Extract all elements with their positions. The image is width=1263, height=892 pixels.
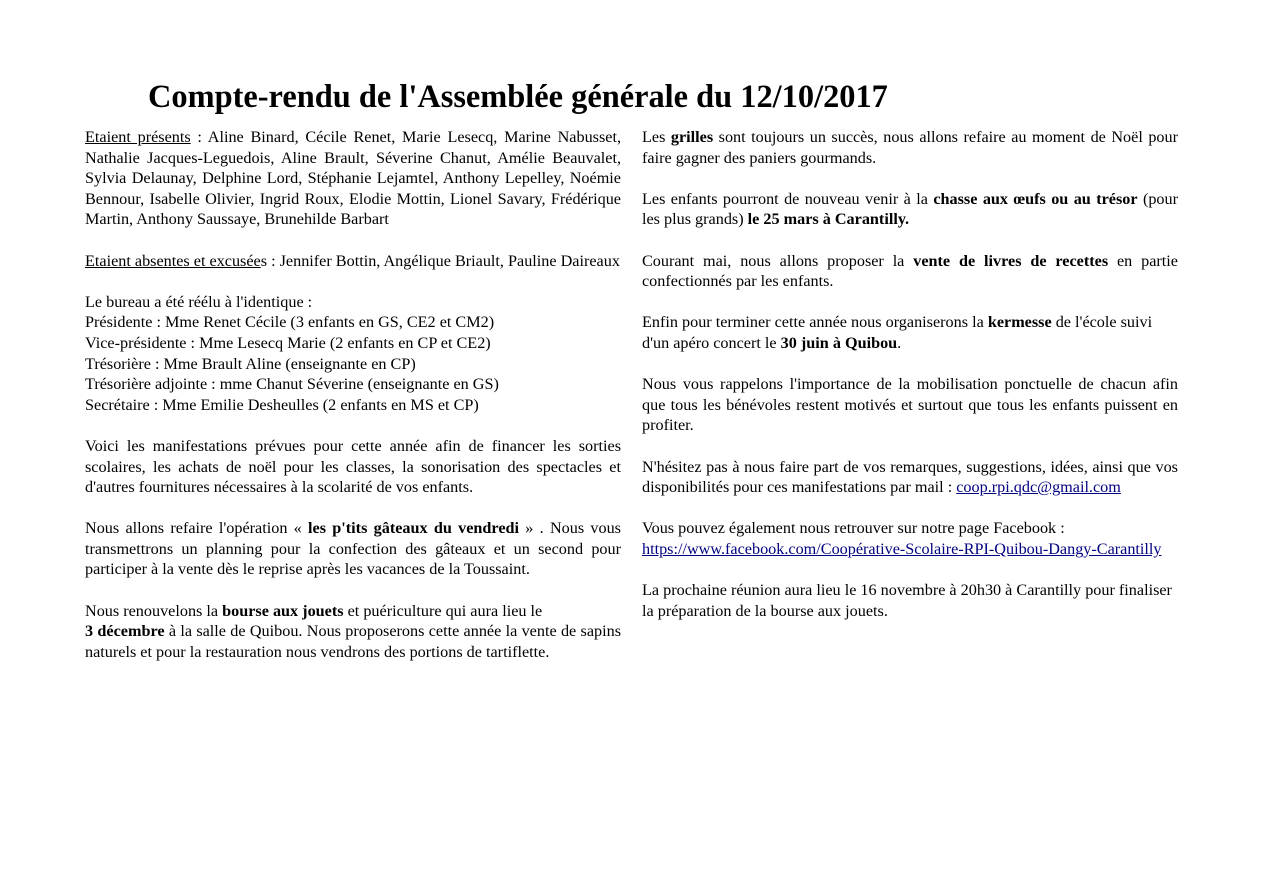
livres-text: Courant mai, nous allons proposer la: [642, 251, 914, 270]
right-column: [642, 127, 1178, 642]
bureau-member: Trésorière adjointe : mme Chanut Séverine (enseignante en GS): [85, 375, 499, 394]
bourse-text: et puériculture qui aura lieu le: [343, 601, 543, 620]
document-title: Compte-rendu de l'Assemblée générale du 12/10/2017: [148, 79, 888, 115]
left-column: [85, 127, 621, 683]
chasse-text: Les enfants pourront de nouveau venir à la: [642, 189, 934, 208]
bureau-member: Secrétaire : Mme Emilie Desheulles (2 enfants en MS et CP): [85, 395, 479, 414]
facebook-text: Vous pouvez également nous retrouver sur notre page Facebook :: [642, 519, 1065, 538]
kermesse-paragraph: [642, 312, 1178, 353]
attendees-list: : Aline Binard, Cécile Renet, Marie Lesecq, Marine Nabusset, Nathalie Jacques-Leguedois, Aline Brault, Séverine Chanut, Amélie Beauvalet, Sylvia Delaunay, Delphine Lord, Stéphanie Lejamtel, Anthony Lepelley, Noémie Bennour, Isabelle Olivier, Ingrid Roux, Elodie Mottin, Lionel Savary, Frédérique Martin, Anthony Saussaye, Brunehilde Barbart: [85, 128, 621, 229]
bourse-date: 3 décembre: [85, 622, 165, 641]
grilles-highlight: grilles: [670, 128, 714, 146]
manifestations-paragraph: Voici les manifestations prévues pour cette année afin de financer les sorties scolaires, les achats de noël pour les classes, la sonorisation des spectacles et d'autres fournitures nécessaires à la scolarité de vos enfants.: [85, 436, 621, 497]
bourse-paragraph: [85, 601, 621, 663]
chasse-highlight: chasse aux œufs ou au trésor: [933, 189, 1138, 208]
chasse-text: (pour les plus grands): [642, 189, 1179, 229]
bureau-member: Trésorière : Mme Brault Aline (enseignante en CP): [85, 354, 416, 373]
bureau-intro: Le bureau a été réélu à l'identique :: [85, 292, 313, 311]
bureau-member: Vice-présidente : Mme Lesecq Marie (2 enfants en CP et CE2): [85, 333, 491, 352]
facebook-paragraph: [642, 518, 1178, 559]
gateaux-highlight: les p'tits gâteaux du vendredi: [308, 519, 519, 538]
attendees-paragraph: [85, 127, 621, 230]
contact-text: N'hésitez pas à nous faire part de vos remarques, suggestions, idées, ainsi que vos disponibilités pour ces manifestations par mail :: [642, 457, 1178, 497]
livres-highlight: vente de livres de recettes: [913, 251, 1109, 270]
chasse-paragraph: [642, 189, 1178, 230]
gateaux-text: Nous allons refaire l'opération «: [85, 519, 309, 538]
facebook-link[interactable]: https://www.facebook.com/Coopérative-Scolaire-RPI-Quibou-Dangy-Carantilly: [642, 539, 1162, 558]
rappel-paragraph: Nous vous rappelons l'importance de la mobilisation ponctuelle de chacun afin que tous les bénévoles restent motivés et surtout que tous les enfants puissent en profiter.: [642, 375, 1178, 435]
kermesse-text: .: [897, 333, 902, 352]
contact-email-link[interactable]: coop.rpi.qdc@gmail.com: [956, 478, 1121, 497]
bureau-paragraph: [85, 292, 621, 416]
livres-text: en partie confectionnés par les enfants.: [642, 251, 1178, 291]
chasse-date: le 25 mars à Carantilly.: [747, 210, 910, 229]
contact-paragraph: [642, 457, 1178, 498]
kermesse-text: Enfin pour terminer cette année nous organiserons la: [642, 313, 988, 332]
gateaux-paragraph: [85, 518, 621, 580]
bureau-member: Présidente : Mme Renet Cécile (3 enfants en GS, CE2 et CM2): [85, 313, 495, 332]
bourse-text: à la salle de Quibou. Nous proposerons cette année la vente de sapins naturels et pour la restauration nous vendrons des portions de tartiflette.: [85, 622, 622, 661]
livres-paragraph: [642, 251, 1178, 292]
kermesse-date: 30 juin à Quibou: [780, 333, 898, 352]
grilles-text: sont toujours un succès, nous allons refaire au moment de Noël pour faire gagner des paniers gourmands.: [642, 128, 1179, 167]
absentees-label: Etaient absentes et excusée: [85, 251, 261, 270]
bourse-highlight: bourse aux jouets: [222, 601, 344, 620]
absentees-paragraph: [85, 251, 621, 272]
bourse-text: Nous renouvelons la: [85, 601, 223, 620]
bourse-first-line: [85, 601, 621, 622]
kermesse-text: de l'école suivi d'un apéro concert le: [642, 313, 1153, 352]
attendees-label: Etaient présents: [85, 128, 191, 146]
kermesse-highlight: kermesse: [987, 313, 1052, 332]
grilles-paragraph: [642, 127, 1178, 168]
grilles-text: Les: [642, 128, 671, 146]
gateaux-text: » . Nous vous transmettrons un planning pour la confection des gâteaux et un second pour participer à la vente dès le reprise après les vacances de la Toussaint.: [85, 519, 621, 579]
next-meeting-paragraph: La prochaine réunion aura lieu le 16 novembre à 20h30 à Carantilly pour finaliser la préparation de la bourse aux jouets.: [642, 581, 1172, 620]
absentees-list: s : Jennifer Bottin, Angélique Briault, Pauline Daireaux: [260, 251, 620, 270]
